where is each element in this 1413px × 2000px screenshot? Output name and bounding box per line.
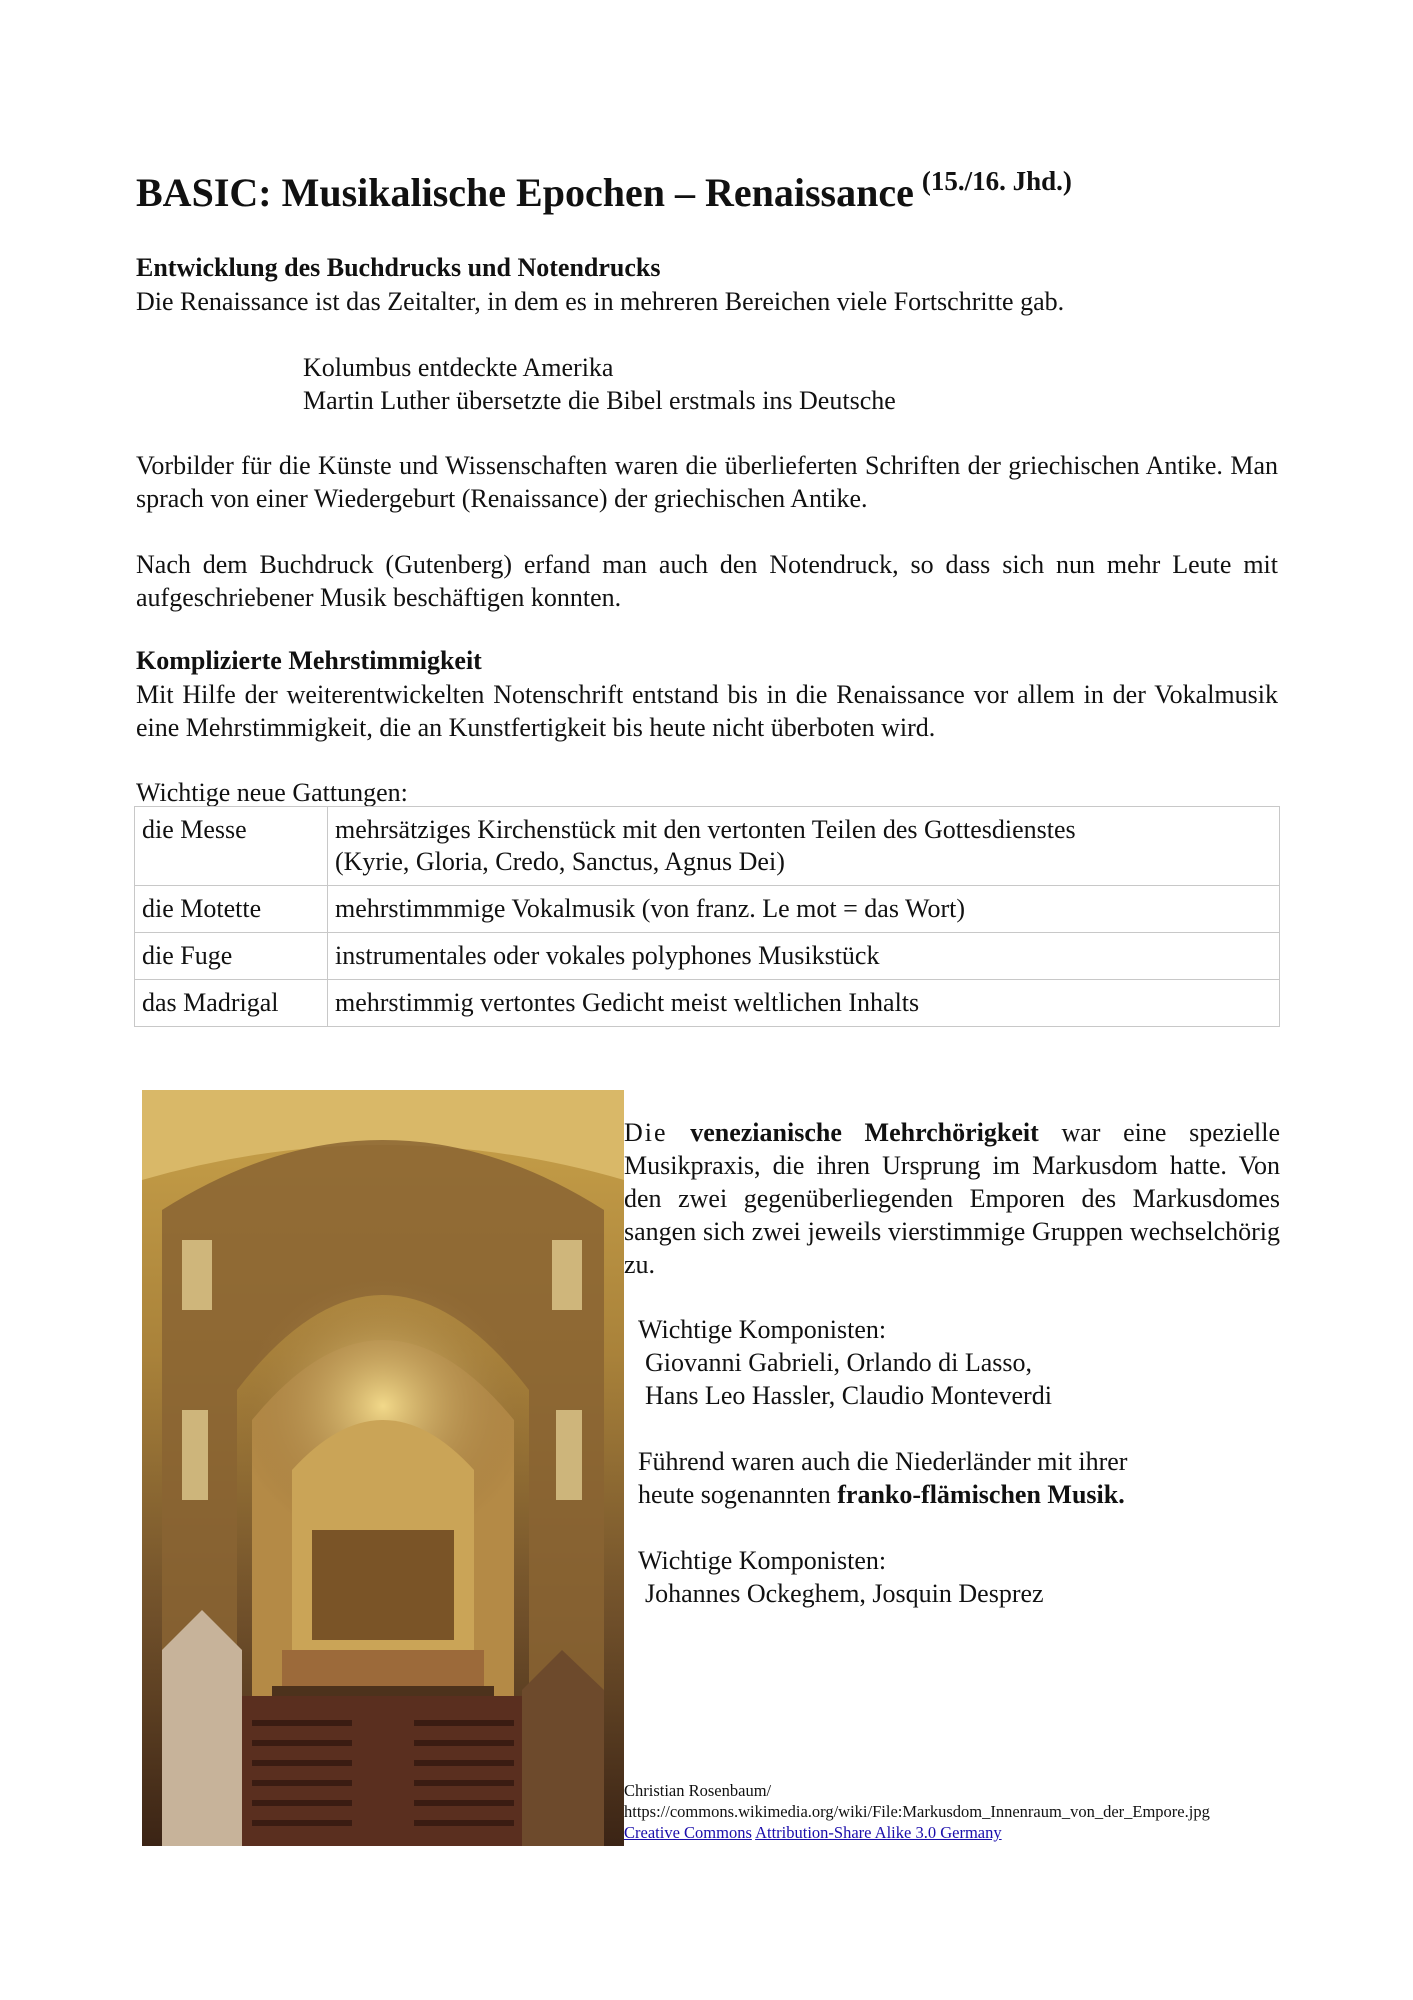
title-text: BASIC: Musikalische Epochen – Renaissance: [136, 170, 914, 215]
composers-venetian-line1: Giovanni Gabrieli, Orlando di Lasso,: [645, 1348, 1033, 1377]
point-columbus: Kolumbus entdeckte Amerika: [303, 353, 614, 382]
polyphony-paragraph: Mit Hilfe der weiterentwickelten Notenschrift entstand bis in die Renaissance vor allem in der Vokalmusik eine Mehrstimmigkeit, die an Kunstfertigkeit bis heute nicht überboten wird.: [136, 680, 1278, 742]
credit-license: [624, 1822, 1210, 1843]
license-link-by-sa[interactable]: Attribution-Share Alike 3.0 Germany: [755, 1823, 1002, 1842]
table-row: [135, 980, 1280, 1027]
section-heading-polyphony: Komplizierte Mehrstimmigkeit: [136, 646, 482, 675]
composers-label-flemish: Wichtige Komponisten:: [638, 1546, 887, 1575]
venetian-polychoral-paragraph: [624, 1116, 1280, 1281]
flemish-term: franko-flämischen Musik.: [837, 1480, 1125, 1509]
title-period: (15./16. Jhd.): [921, 166, 1072, 196]
page-title: [136, 166, 1072, 216]
section-heading-printing: Entwicklung des Buchdrucks und Notendrucks: [136, 253, 661, 282]
genres-table: [134, 806, 1280, 1027]
composers-label-venetian: Wichtige Komponisten:: [638, 1315, 887, 1344]
genre-term: die Motette: [135, 886, 328, 933]
genre-description: instrumentales oder vokales polyphones Musikstück: [328, 933, 1280, 980]
flemish-line1: Führend waren auch die Niederländer mit ihrer: [638, 1447, 1128, 1476]
genre-term: die Messe: [135, 807, 328, 886]
table-row: [135, 933, 1280, 980]
genre-description: [328, 807, 1280, 886]
genre-term: die Fuge: [135, 933, 328, 980]
credit-url: https://commons.wikimedia.org/wiki/File:Markusdom_Innenraum_von_der_Empore.jpg: [624, 1802, 1210, 1821]
genre-description: mehrstimmmige Vokalmusik (von franz. Le mot = das Wort): [328, 886, 1280, 933]
table-row: [135, 807, 1280, 886]
markusdom-interior-photo: [142, 1090, 624, 1846]
credit-author: Christian Rosenbaum/: [624, 1781, 772, 1800]
genres-caption: Wichtige neue Gattungen:: [136, 778, 408, 807]
venetian-term: venezianische Mehrchörigkeit: [690, 1118, 1039, 1147]
genre-description: mehrstimmig vertontes Gedicht meist weltlichen Inhalts: [328, 980, 1280, 1027]
antiquity-paragraph: Vorbilder für die Künste und Wissenschaften waren die überlieferten Schriften der griechischen Antike. Man sprach von einer Wiedergeburt (Renaissance) der griechischen Antike.: [136, 451, 1278, 513]
genre-description-line: (Kyrie, Gloria, Credo, Sanctus, Agnus Dei): [335, 847, 785, 876]
genre-description-line: mehrsätziges Kirchenstück mit den vertonten Teilen des Gottesdienstes: [335, 815, 1076, 844]
image-credit: [624, 1780, 1210, 1843]
venetian-lead-word: Die: [624, 1118, 668, 1147]
intro-paragraph: Die Renaissance ist das Zeitalter, in dem es in mehreren Bereichen viele Fortschritte gab.: [136, 287, 1065, 316]
gutenberg-paragraph: Nach dem Buchdruck (Gutenberg) erfand man auch den Notendruck, so dass sich nun mehr Leute mit aufgeschriebener Musik beschäftigen konnten.: [136, 550, 1278, 612]
flemish-text: heute sogenannten: [638, 1480, 831, 1509]
genre-term: das Madrigal: [135, 980, 328, 1027]
composers-venetian-line2: Hans Leo Hassler, Claudio Monteverdi: [645, 1381, 1052, 1410]
license-link-cc[interactable]: Creative Commons: [624, 1823, 752, 1842]
table-row: [135, 886, 1280, 933]
venetian-text: war eine spezielle Musikpraxis, die ihren Ursprung im Markusdom hatte. Von den zwei gegenüberliegenden Emporen des Markusdomes sangen sich zwei jeweils vierstimmige Gruppen wechselchörig zu.: [624, 1118, 1281, 1279]
flemish-line2: [638, 1478, 1294, 1511]
point-luther: Martin Luther übersetzte die Bibel erstmals ins Deutsche: [303, 386, 896, 415]
composers-flemish: Johannes Ockeghem, Josquin Desprez: [645, 1579, 1044, 1608]
